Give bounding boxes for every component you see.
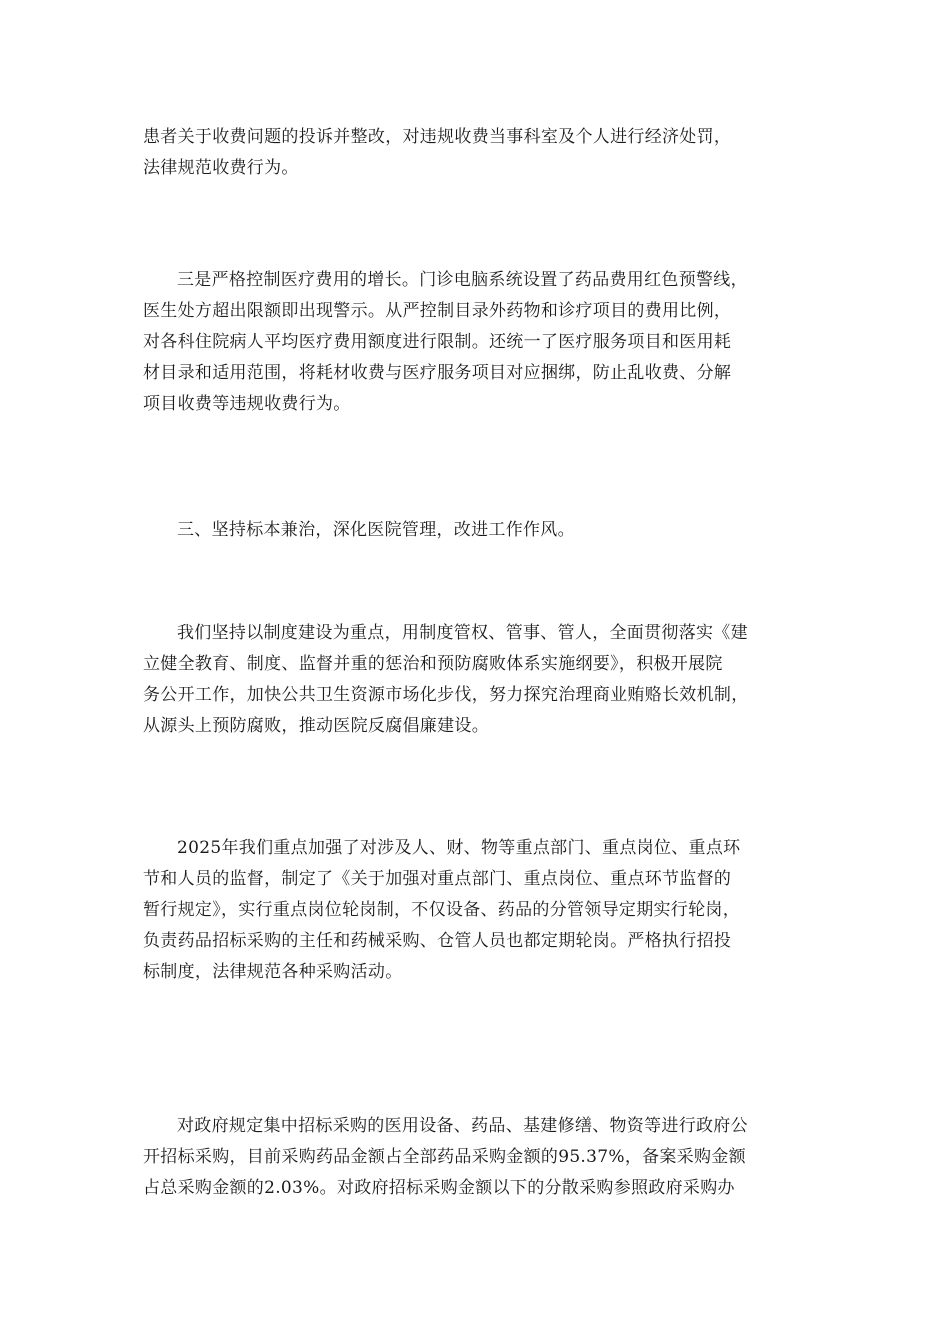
paragraph-complaint-handling	[143, 122, 813, 184]
text-line: 对各科住院病人平均医疗费用额度进行限制。还统一了医疗服务项目和医用耗	[143, 332, 732, 352]
text-line: 暂行规定》，实行重点岗位轮岗制，不仅设备、药品的分管领导定期实行轮岗，	[143, 900, 740, 920]
section-heading	[143, 515, 813, 546]
text-line: 开招标采购，目前采购药品金额占全部药品采购金额的95.37%，备案采购金额	[143, 1147, 746, 1167]
text-line: 务公开工作，加快公共卫生资源市场化步伐，努力探究治理商业贿赂长效机制，	[143, 685, 749, 705]
text-line: 三、坚持标本兼治，深化医院管理，改进工作作风。	[177, 520, 575, 540]
text-line: 法律规范收费行为。	[143, 158, 299, 178]
text-line: 对政府规定集中招标采购的医用设备、药品、基建修缮、物资等进行政府公	[177, 1116, 748, 1136]
text-line: 负责药品招标采购的主任和药械采购、仓管人员也都定期轮岗。严格执行招投	[143, 931, 732, 951]
text-line: 患者关于收费问题的投诉并整改，对违规收费当事科室及个人进行经济处罚，	[143, 127, 732, 147]
paragraph-system-building	[143, 618, 813, 742]
text-line: 材目录和适用范围，将耗材收费与医疗服务项目对应捆绑，防止乱收费、分解	[143, 363, 732, 383]
text-line: 占总采购金额的2.03%。对政府招标采购金额以下的分散采购参照政府采购办	[143, 1178, 735, 1198]
text-line: 立健全教育、制度、监督并重的惩治和预防腐败体系实施纲要》，积极开展院	[143, 654, 723, 674]
text-line: 医生处方超出限额即出现警示。从严控制目录外药物和诊疗项目的费用比例，	[143, 301, 732, 321]
paragraph-cost-control	[143, 265, 813, 420]
text-line: 项目收费等违规收费行为。	[143, 394, 351, 414]
text-line: 节和人员的监督，制定了《关于加强对重点部门、重点岗位、重点环节监督的	[143, 869, 732, 889]
paragraph-procurement	[143, 1111, 813, 1204]
paragraph-key-positions	[143, 833, 813, 988]
text-line: 我们坚持以制度建设为重点，用制度管权、管事、管人，全面贯彻落实《建	[177, 623, 748, 643]
text-line: 从源头上预防腐败，推动医院反腐倡廉建设。	[143, 716, 489, 736]
text-line: 标制度，法律规范各种采购活动。	[143, 962, 403, 982]
text-line: 2025年我们重点加强了对涉及人、财、物等重点部门、重点岗位、重点环	[177, 838, 741, 858]
text-line: 三是严格控制医疗费用的增长。门诊电脑系统设置了药品费用红色预警线，	[177, 270, 748, 290]
